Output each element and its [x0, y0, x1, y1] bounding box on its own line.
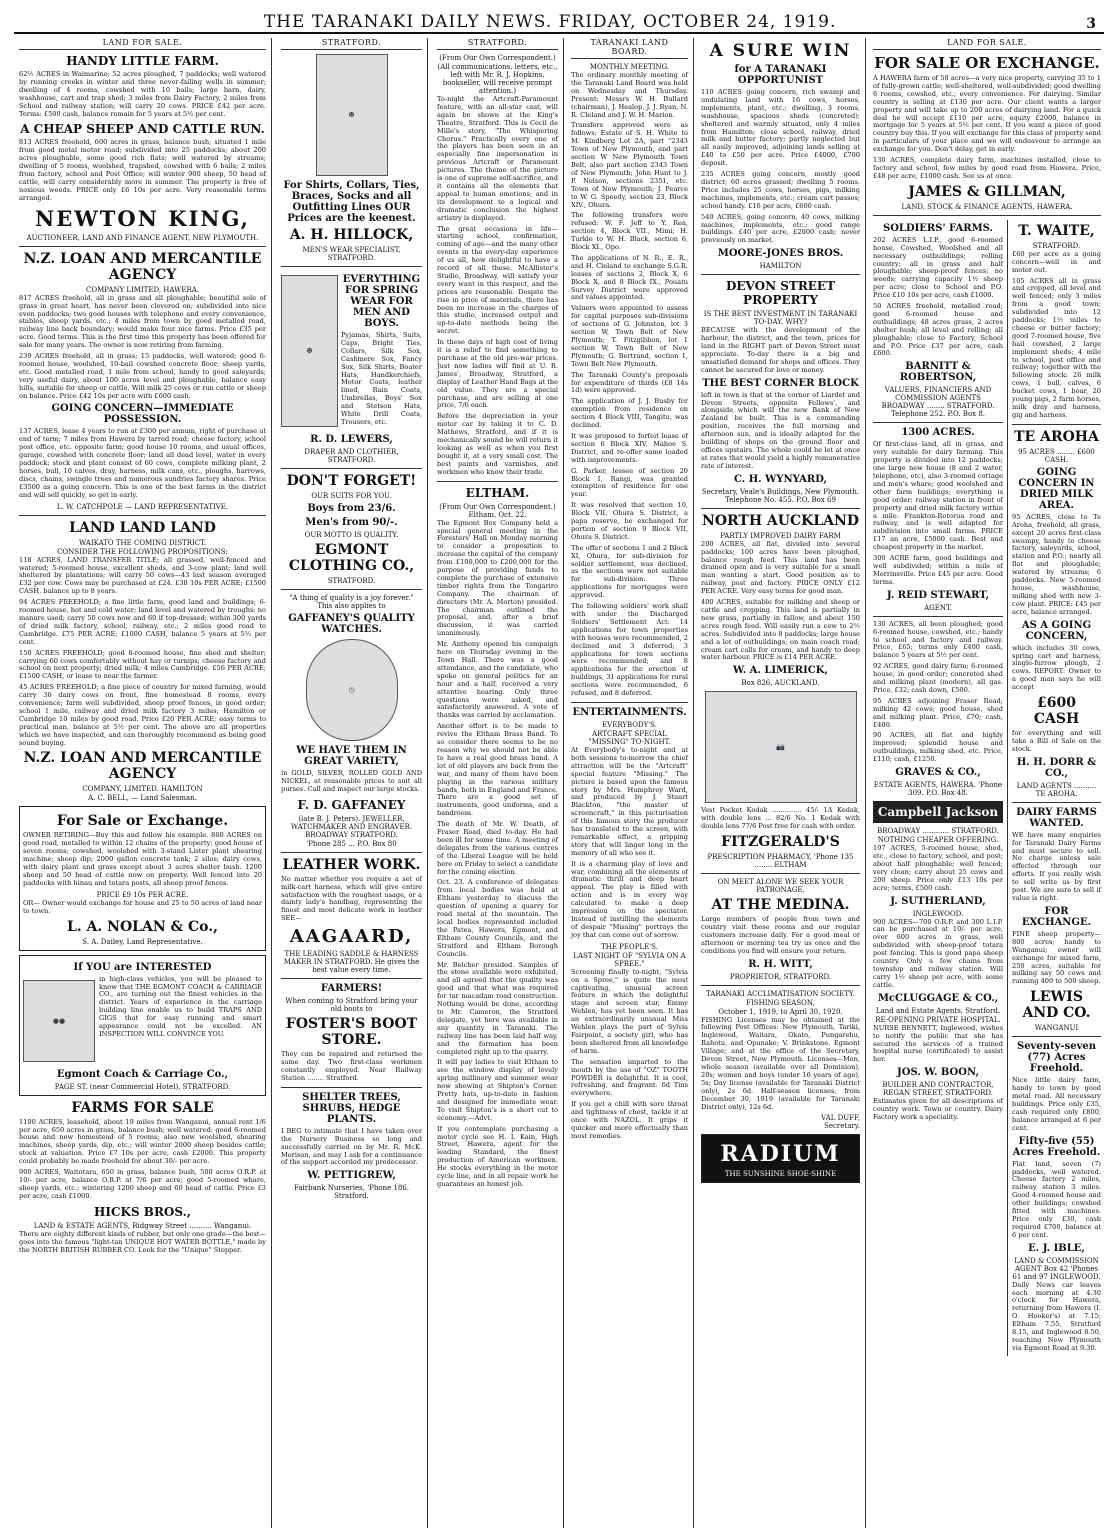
ad-text: 50 ACRES freehold, metalled road; good 6-roomed house and outbuildings; 48 acres grass, 2 acres shelter bush; all level and rolling; all ploughable; close to Factory, School and P.O. Price £37 per acre, cash £600.	[873, 302, 1003, 358]
ad-subtitle: IS THE BEST INVESTMENT IN TARANAKI TO-DAY. WHY?	[703, 310, 858, 327]
ad-heading: FARMERS!	[320, 983, 383, 995]
coach-ad	[19, 955, 266, 1096]
ad-heading: EVERYTHING FOR SPRING WEAR FOR MEN AND BOYS.	[342, 274, 421, 329]
ad-subtitle: OUR MOTTO IS QUALITY.	[304, 531, 399, 539]
news-subheading: LAST NIGHT OF "SYLVIA ON A SPREE."	[573, 951, 686, 968]
firm-subtitle: Land and Estate Agents, Stratford.	[875, 1006, 1001, 1015]
ad-text: 300 ACRE farm, good buildings and well subdivided; within a mile of Morrinsville. Price £45 per acre. Good terms.	[873, 554, 1003, 586]
firm-name: T. WAITE,	[1018, 222, 1095, 239]
ad-heading: DEVON STREET PROPERTY	[725, 279, 836, 308]
ad-heading: 1300 ACRES.	[901, 427, 975, 439]
news-subheading: EVERYBODY'S.	[602, 720, 657, 729]
ad-text: Daily News car leaves each morning at 4.30 o'clock for Hawera, returning from Hawera (I. O. Hooker's) at 7.15; Eltham 7.55, Stratford 8.15, and Inglewood 8.50, reaching New Plymouth via Egmont Road at 9.30.	[1012, 1280, 1101, 1352]
firm-name: L. A. NOLAN & Co.,	[66, 918, 219, 935]
firm-subtitle: DRAPER AND CLOTHIER, STRATFORD.	[304, 448, 399, 464]
price: Boys from 23/6.	[307, 503, 396, 514]
divider	[701, 873, 860, 874]
firm-subtitle: AGENT.	[924, 603, 952, 612]
firm-name: MOORE-JONES BROS.	[717, 248, 844, 260]
man-illustration: ☻	[316, 54, 388, 176]
news-paragraph: The following transfers were refused: W. F. Jeff to Y. Rea, section 4, Block VII., Mimi; H. Turkle to W. H. Black, section 6, Block XI., Opo.	[571, 211, 688, 252]
firm-name: C. H. WYNYARD,	[733, 473, 828, 485]
ad-heading: HANDY LITTLE FARM.	[66, 54, 219, 68]
ad-text: 400 ACRES, suitable for milking and sheep or cattle and cropping. This land is partially in new grass, partially in fallow, and about 150 acres rough feed. Will easily run a cow to 2½ acres. Subdivided into 8 paddocks; large house and a lot of outbuildings; on main coach road; cream cart calls for cream, and handy to deep water harbour. PRICE is £14 PER ACRE.	[701, 598, 860, 662]
ad-text: 813 ACRES freehold, 600 acres in grass, balance bush; situated 1 mile from good metal motor road; subdivided into 25 paddocks; about 200 acres ploughable, some good rich flats; well watered by streams; dwelling of 5 rooms, woolshed, trapshed, cowshed with 6 bails; 2 miles from factory, school and Post Office; will winter 900 sheep, 50 head of cattle, will carry considerably more in summer. The property is free of noxious weeds. PRICE only £6 10s per acre. Very reasonable terms arranged.	[19, 138, 266, 202]
ad-heading: A SURE WIN	[709, 41, 852, 61]
ad-text: 94 ACRES FREEHOLD; a fine little farm, good land and buildings; 6-roomed house, hot and cold water; land level and watered by troughs; no manure used; carry 50 cows now and 60 if top-dressed; within 300 yards of dried milk factory, school, railway, etc.; 2 miles good road to Cambridge. £75 PER ACRE; £1000 CASH, balance 5 years at 5½ per cent.	[19, 598, 266, 646]
ad-text: 45 ACRES FREEHOLD; a fine piece of country for mixed farming, would carry 30 dairy cows on front, fine homestead 8 rooms, every convenience; farm well subdivided, sheep proof fences, in good order; school 1 mile, railway and dried milk factory 3 miles; Hamilton or Cambridge 10 miles by good road. Price £20 PER ACRE; easy terms to practical man, balance at 5½ per cent. The above are all properties which we have inspected, and can thoroughly recommend as being good sound buying.	[19, 683, 266, 747]
news-paragraph: Another effort is to be made to revive the Eltham Brass Band. To so consider there seems to be no reason why we should not be able to have a real good brass band. A lot of old players are back from the war, and many of them have been playing in the various military bands, both in England and France. There are a good set of instruments, good uniforms, and a bandroom.	[437, 722, 558, 818]
ad-text: 105 ACRES all in grass and cropped, all level and well fenced; only 3 miles from a good town; subdivided into 12 paddocks; 1½ miles to cheese or butter factory; good 7-roomed house, five bail cowshed, 2 large implement sheds; 4 mile to school, post office and railway; together with the following stock: 26 milk cows, 1 bull, calves, 6 bucket cows, 1 boar, 20 young pigs, 2 farm horses, milk dray and harness, gig and harness.	[1012, 276, 1101, 419]
firm-name: Egmont Coach & Carriage Co.,	[56, 1068, 229, 1080]
firm-name: E. J. IBLE,	[1028, 1242, 1085, 1254]
ad-text: 118 ACRES, LAND TRANSFER TITLE; all grassed, well-fenced and watered; 5-roomed house, excellent sheds, and 3-cow plant; land well sheltered by plantations; will carry 50 cows—43 last season averaged £32 per cow. Cows may be purchased at £24. £38 10s PER ACRE; £1500 CASH, balance up to 8 years.	[19, 555, 266, 596]
firm-subtitle: AUCTIONEER, LAND AND FINANCE AGENT, NEW PLYMOUTH.	[26, 233, 259, 242]
news-paragraph: The death of Mr. W. Death, of Fraser Road, died to-day. He had been ill for some time. A meeting of delegates from the various centres of the Liberal League will be held here on Friday to select a candidate for the coming election.	[437, 820, 558, 876]
divider	[701, 274, 860, 275]
firm-name: Campbell Jackson	[877, 805, 999, 820]
ad-text: 235 ACRES going concern, mostly good district; 60 acres grassed; dwelling 5 rooms. Price includes 25 cows, horses, pigs, milking machines, implements, etc.; cream cart passes; school handy. £16 per acre, £600 cash.	[701, 170, 860, 210]
divider	[701, 508, 860, 509]
firm-name: BARNITT & ROBERTSON,	[899, 361, 977, 384]
byline: (From Our Own Correspondent.) Eltham, Oct. 22.	[439, 502, 556, 519]
firm-name: HICKS BROS.,	[94, 1204, 191, 1219]
ad-subtitle: for A TARANAKI OPPORTUNIST	[734, 64, 827, 86]
news-paragraph: Before the depreciation in your motor car by taking it to C. D. Mathews, Stratford, and if it is mechanically sound he will return it looking as well as when you first bought it, at a very small cost. The best paints and varnishes, and workmen who know their trade.	[437, 412, 558, 476]
ad-text: 817 ACRES freehold, all in grass and all ploughable; beautiful sole of grass in great heart, has never been clovered on; subdivided into nice even paddocks; two good houses with telephone and every convenience, stables, sheep yards, etc.; 4 miles from town by good metalled road, railway line back boundary; would make four nice farms. Price £35 per acre. Good terms. This is the first time this property has been offered for sale for many years. The owner is now retiring from farming.	[19, 293, 266, 350]
section-header: LAND FOR SALE.	[873, 38, 1101, 50]
firm-name: LEWIS AND CO.	[1022, 989, 1091, 1022]
ad-text: Flat land, seven (7) paddocks, well watered. Cheese factory 2 miles, railway station 3 miles. Good 4-roomed house and other buildings; cowshed fitted with machines. Price only £30, cash required £700, balance at 6 per cent.	[1012, 1159, 1101, 1239]
divider	[873, 422, 1003, 423]
news-paragraph: The Egmont Box Company held a special general meeting in the Foresters' Hall on Monday morning to consider a proposition to increase the capital of the company from £100,000 to £200,000 for the purpose of providing funds to complete the purchase of extensive timber rights from the Tongariro Company. The chairman of directors (Mr. A. Morton) presided. The chairman outlined the proposal, and, after a brief discussion, it was carried unanimously.	[437, 518, 558, 638]
ad-heading: FARMS FOR SALE	[71, 1099, 214, 1116]
firm-name: McCLUGGAGE & CO.,	[877, 992, 999, 1004]
ad-text: 92 ACRES, good dairy farm; 6-roomed house, in good order; concreted shed and milking plant (modern), all gas. Price, £32; cash down, £500.	[873, 662, 1003, 694]
ad-text: 900 ACRES, Waitotara, 650 in grass, balance bush, 500 acres O.R.P. at 10/- per acre, balance O.R.P. at 7/6 per acre; good 5-roomed whare, sheep yards, etc.; wintering 1200 sheep and 60 head of cattle. Price £3 per acre, cash £1000.	[19, 1168, 266, 1200]
signature: L. W. CATCHPOLE — LAND REPRESENTATIVE.	[56, 502, 229, 511]
news-paragraph: At Everybody's to-night and at both sessions to-morrow the chief attraction will be the "Artcraft" special feature "Missing." The picture is based upon the famous story by Mrs. Humphrey Ward, and produced by J. Stuart Blackton, "the master of screencraft," in this picturisation of this famous story the producer has translated to the screen, with remarkable effect, a gripping story that will linger long in the memory of all who see it.	[571, 745, 688, 857]
news-paragraph: The sensation imparted to the mouth by the use of "OZ" TOOTH POWDER is delightful. It is cool, refreshing, and fragrant. 6d Tins everywhere.	[571, 1057, 688, 1098]
price: Men's from 90/-.	[305, 517, 398, 528]
ad-text: £60 per acre as a going concern—well in and motor out.	[1012, 249, 1101, 274]
firm-subtitle: VALUERS, FINANCIERS AND COMMISSION AGENTS BROADWAY ........ STRATFORD. Telephone 252. P.O. Box 8.	[881, 386, 995, 419]
news-subheading: MONTHLY MEETING.	[589, 63, 670, 71]
divider	[19, 246, 266, 247]
ad-heading: LAND LAND LAND	[69, 519, 216, 536]
signature: VAL DUFF,	[821, 1114, 860, 1123]
firm-subtitle: Fairbank Nurseries, 'Phone 186. Stratford.	[293, 1184, 410, 1201]
ad-heading: Fifty-five (55) Acres Freehold.	[1012, 1135, 1101, 1158]
brand-name: RADIUM	[720, 1141, 841, 1168]
news-paragraph: The ordinary monthly meeting of the Taranaki Land Board was held on Wednesday and Thursday. Present: Messrs W. H. Bullard (chairman), J. Healop, J. J. Ryan, N. R. Cleland and J. W. H. Marion.	[571, 71, 688, 119]
divider	[437, 481, 558, 482]
ad-text: 150 ACRES FREEHOLD; good 6-roomed house, fine shed and shelter; carrying 60 cows comfortably without hay or turnips; cheese factory and school on next property; dried milk; 4 miles Cambridge. £56 PER ACRE; £1500 CASH, or lease to near the farmer.	[19, 648, 266, 681]
firm-subtitle: LAND, STOCK & FINANCE AGENTS, HAWERA.	[901, 202, 1073, 211]
ad-text: 239 ACRES freehold, all in grass; 15 paddocks, well watered; good 6-roomed house, woolshed, 10-bail cowshed concrete floor; sheep yards, etc. Good metalled road, 1 mile from school, handy to good saleyards; very useful dairy, about 100 acres level and ploughable, balance easy hills, suitable for sheep or cattle. Will milk 25 cows or run cattle or sheep on balance. Price £42 10s per acre with £600 cash.	[19, 352, 266, 400]
news-paragraph: The application of J. J. Busby for exemption from residence on section 4 Block VIII, Tangitu, was declined.	[571, 397, 688, 430]
radium-ad	[701, 1134, 860, 1183]
firm-name: R. D. LEWERS,	[310, 434, 393, 445]
ad-text: NURSE BENNETT, Inglewood, wishes to notify the public that she has secured the services of a trained hospital nurse (certificated) to assist her.	[873, 1023, 1003, 1064]
ad-heading: If YOU are INTERESTED	[73, 961, 212, 973]
section-header: LAND FOR SALE.	[19, 38, 266, 50]
news-paragraph: G. Parker, lessee of section 20 Block I, Rangi, was granted exemption of residence for one year.	[571, 466, 688, 499]
news-paragraph: It was proposed to forfeit lease of section 6 Block XIV, Mahoe S. District, and re-offer same loaded with improvements.	[571, 431, 688, 464]
column-stratford-ads	[276, 38, 428, 1528]
ad-text: OWNER RETIRING—Buy this and follow his example. 800 ACRES on good road, metalled to within 12 chains of the property; good house of seven rooms; cowshed, woolshed with 3-stand Lister plant shearing machine; sheep dip; 2000 gallon concrete tank; 2 silos; dairy cows, with dairy plant and grass except about 3 acres shelter bush. 1200 sheep and 50 head of cattle now on property. Well fenced into 20 paddocks with hinau and totara posts, all sheep proof fences.	[23, 831, 262, 887]
news-paragraph: The applications of N. R., E. R., and H. Cleland to exchange S.G.R. leases of sections 2, Block X, 6 Block X, and 8 Block IX., Pouatu Survey District were approved and values appointed.	[571, 253, 688, 302]
ad-subtitle: CONSIDER THE FOLLOWING PROPOSITIONS:	[57, 547, 228, 556]
carriage-illustration: ●●	[23, 980, 95, 1062]
price: 95 ACRES ........ £600 CASH.	[1018, 447, 1095, 464]
ad-text: in GOLD, SILVER, ROLLED GOLD AND NICKEL, at reasonable prices to suit all purses. Call and inspect our large stocks.	[281, 769, 422, 793]
news-heading: ELTHAM.	[465, 485, 530, 500]
firm-subtitle: THE LEADING SADDLE & HARNESS MAKER IN STRATFORD. He gives the best value every time.	[283, 950, 420, 975]
news-paragraph: Mr. Belcher presided. Samples of the stone available were exhibited, and all agreed that the quality was good and that what was required for tar macadam road construction. Nothing would be done, according to Mr. Cameron, the Stratford delegate, yet here was available in any quantity in Taranaki. The railway line has been laid half way, and the formation has been completed right up to the quarry.	[437, 960, 558, 1056]
ad-text: I BEG to intimate that I have taken over the Nursery Business so long and successfully carried on by Mr. R. McK. Morison, and may I ask for a continuance of the support accorded my predecessor.	[281, 1126, 422, 1167]
ad-text: 95 ACRES adjoining Fraser Road; milking 42 cows; good house, shed and milking plant. Price, £70; cash, £400.	[873, 696, 1003, 729]
ad-text: 62½ ACRES in Waimarino; 52 acres ploughed, 7 paddocks; well watered by running creeks in winter and three never-failing wells in summer; dwelling of 4 rooms, cowshed with 10 bails; large barn, dairy, washhouse, cart and trap shed; 3 miles from Dairy Factory, 2 miles from School and railway station; will carry 20 cows. PRICE £42 per acre. Terms: £500 cash, balance remain for 5 years at 5½ per cent.	[19, 70, 266, 118]
news-paragraph: The following soldiers' work shall with under the Discharged Soldiers' Settlement Act: 14 applications for town properties with houses were recommended, 2 declined and 3 deferred; 3 applications for town sections were recommended; and 8 applications for the erection of buildings, 31 applications for rural sections were recommended, 6 refused, and 8 deferred.	[571, 602, 688, 698]
firm-name: N.Z. LOAN AND MERCANTILE AGENCY	[23, 250, 262, 283]
firm-name: GAFFANEY'S QUALITY WATCHES.	[288, 613, 415, 635]
firm-subtitle: BUILDER AND CONTRACTOR, REGAN STREET, STRATFORD.	[882, 1081, 994, 1098]
ad-heading: For Shirts, Collars, Ties, Braces, Socks and all Outfitting Lines OUR Prices are the keenest.	[283, 180, 420, 224]
ad-subtitle: PARTLY IMPROVED DAIRY FARM	[720, 531, 841, 540]
ad-text: for everything and will take a Bill of Sale on the stock.	[1012, 729, 1101, 753]
ad-heading: FOR EXCHANGE.	[1021, 905, 1092, 928]
ad-heading: SOLDIERS' FARMS.	[882, 222, 993, 234]
firm-name: H. H. DORR & CO.,	[1016, 756, 1097, 779]
firm-name: J. SUTHERLAND,	[890, 895, 986, 907]
ad-heading: FOR SALE OR EXCHANGE.	[874, 54, 1100, 72]
divider	[19, 515, 266, 516]
divider	[281, 852, 422, 853]
news-paragraph: The Taranaki County's proposals for expenditure of thirds (£8 14s 1d) were approved.	[571, 370, 688, 395]
ad-subtitle: ON MEET ALONE WE SEEK YOUR PATRONAGE.	[717, 878, 844, 895]
firm-name: W. A. LIMERICK,	[733, 665, 828, 677]
news-paragraph: The offer of sections 1 and 2 Block XI, Ohura, for sub-division for soldier settlement, was declined, as the sections were not suitable for sub-division. Three applications for mortgages were approved.	[571, 543, 688, 600]
news-paragraph: It was resolved that section 10, Block VII, Ohura S. District, a papa reserve, be exchanged for portion of section 9 Block VII, Ohura S. District.	[571, 501, 688, 541]
news-paragraph: Oct. 23. A conference of delegates from local bodies was held at Eltham yesterday to discuss the question of opening a quarry for road metal at the mountain. The local bodies represented included the Patea, Hawera, Egmont, and Eltham County Councils, and the Stratford and Eltham Borough Councils.	[437, 878, 558, 958]
ad-heading: For Sale or Exchange.	[56, 813, 229, 830]
phone: 'Phone 285 ... P.O. Box 80	[306, 839, 397, 848]
watch-illustration: ◷	[306, 639, 398, 741]
news-paragraph: It is a charming play of love and war, combining all the elements of dramatic thrill and deep heart appeal. The play is filled with action and is in every way calculated to make a deep impression on the spectator. Instead of instilling the elements of despair "Missing" portrays the joy that can come out of sorrow.	[571, 859, 688, 939]
firm-subtitle: HAMILTON	[759, 262, 802, 271]
firm-name: J. REID STEWART,	[886, 589, 990, 601]
firm-subtitle: COMPANY, LIMITED. HAMILTON	[82, 785, 203, 794]
ad-text: BECAUSE with the development of the harbour, the district, and the town, prices for land in the RIGHT part of Devon Street must appreciate. To-day there is a big and unsatisfied demand for shops and offices. They cannot be secured for love or money.	[701, 326, 860, 374]
firm-subtitle: PAGE ST. (near Commercial Hotel), STRATFORD.	[54, 1082, 231, 1091]
news-paragraph: Mr. Anthony opened his campaign here on Thursday evening in the Town Hall. There was a good attendance, and the candidate, who spoke on general politics for an hour and a half, received a very attentive hearing. Only three questions were asked, and satisfactorily answered. A vote of thanks was carried by acclamation.	[437, 640, 558, 720]
ad-heading: GOING CONCERN—IMMEDIATE POSSESSION.	[51, 403, 234, 426]
firm-name: NEWTON KING,	[35, 205, 250, 231]
news-paragraph: Transfers approved were as follows: Estate of S. H. White to M. Kindberg Lot 2A, part "2343 Town of New Plymouth, and part section W New Plymouth Town Belt, also part section 2343 Town of New Plymouth; John Hunt to J. P. Nelson, sections 2351, etc. Town of New Plymouth; J. Pearce to W. G. Speedy, section 23, Block XIV., Ohura.	[571, 121, 688, 209]
firm-subtitle: Secretary, Veale's Buildings, New Plymouth. Telephone No. 455. P.O. Box 69	[701, 487, 860, 504]
ad-text: 130 ACRES, all been ploughed; good 6-roomed house, cowshed, etc.; handy to school and factory and railway. Price, £65; terms only £400 cash, balance 5 years at 5½ per cent.	[873, 619, 1003, 660]
ad-text: 197 ACRES, 5-roomed house, shed, etc., close to factory, school, and post; about half ploughable; well fenced; very clean; carry about 25 cows and 200 sheep. Price only £13 10s per acre; terms, £500 cash.	[873, 844, 1003, 892]
ad-subtitle: NOTHING CHEAPER OFFERING.	[877, 836, 999, 845]
ad-text: 110 ACRES going concern, rich swamp and undulating land with 16 cows, horses, implements, plant, etc.; dwelling, 3 rooms, washhouse, spacious sheds (concreted); sheltered and warmly situated, only 4 miles from Hamilton; close school, railway, dried milk and butter factory; partly neglected but all easily improved; adjoining lands selling at £40 to £50 per acre. Price £4000, £700 deposit.	[701, 88, 860, 168]
ad-subtitle: OUR SUITS FOR YOU.	[311, 492, 392, 500]
column-land-for-sale-right	[868, 38, 1106, 1528]
masthead	[14, 6, 1104, 34]
signature: Secretary.	[824, 1122, 860, 1131]
ad-heading: RE-OPENING PRIVATE HOSPITAL.	[875, 1015, 1001, 1024]
divider	[281, 266, 422, 267]
note: (All communications, letters, etc., left with Mr. R. J. Hopkins, bookseller, will receive prompt attention.)	[437, 63, 558, 95]
news-paragraph: If you get a chill with sore throat and tightness of chest, tackle it at once with NAZOL. It grips it quicker and more effectually than most remedies.	[571, 1100, 688, 1140]
ad-text: 130 ACRES, complete dairy farm, machines installed, close to factory and school, few miles by good road from Hawera. Price, £48 per acre, £1000 cash. See us at once.	[873, 156, 1101, 180]
ad-text: left in town is that at the corner of Liardet and Devon Streets, opposite Fellows', and alongside which will the new Bank of New Zealand be built. This is a commanding position, receives the full morning and afternoon sun, and is ideally adapted for the building of shops on the ground floor and offices upstairs. The whole could be let at once at rates that would yield a highly remunerative rate of interest.	[701, 390, 860, 470]
firm-name: F. D. GAFFANEY	[297, 797, 406, 812]
ad-text: Estimates given for all descriptions of country work. Town or country. Dairy Factory work a speciality.	[873, 1097, 1003, 1122]
firm-subtitle: WANGANUI	[1034, 1024, 1079, 1033]
ad-text: 137 ACRES, lease 4 years to run at £300 per annum, right of purchase at end of term; 7 miles from Hawera by tarred road; cheese factory, school post office, etc. opposite farm; good house 10 rooms, and usual offices, garage, cowshed with concrete floor; land all dead level, water in every paddock; stock and plant consist of 60 cows, complete milking plant, 2 horses, bull, 10 calves, dray, harness, milk cans, etc., ploughs, harrows, discs, chains, swingle trees and numerous sundries factory shares. Price £3500 as a going concern. This is one of the best farms in the district and will sell quickly, so get in early.	[19, 427, 266, 499]
ad-heading: WE HAVE THEM IN GREAT VARIETY,	[296, 745, 407, 767]
firm-name: JAMES & GILLMAN,	[908, 183, 1066, 200]
divider	[281, 589, 422, 590]
ad-subtitle: GOING CONCERN IN DRIED MILK AREA.	[1018, 466, 1095, 511]
divider	[281, 978, 422, 979]
section-header: TARANAKI LAND BOARD.	[571, 38, 688, 59]
ad-subtitle: WAIKATO THE COMING DISTRICT.	[78, 538, 207, 547]
ad-subtitle: AS A GOING CONCERN,	[1021, 619, 1092, 642]
price: £600 CASH	[1033, 695, 1080, 728]
campbell-banner	[873, 801, 1003, 823]
byline: (From Our Own Correspondent.)	[439, 54, 556, 62]
section-header: STRATFORD.	[281, 38, 422, 50]
ad-heading: A CHEAP SHEEP AND CATTLE RUN.	[20, 122, 265, 137]
divider	[281, 468, 422, 469]
ad-text: A HAWERA farm of 58 acres—a very nice property, carrying 35 to 1 of fully-grown cattle; well-sheltered, well-subdivided; good dwelling 6 rooms, cowshed, etc.; every convenience. For dairying. Similar country is selling at £130 per acre. Our client wants a larger property and will take up to 200 acres of dairying land. For a quick deal he will accept £110 per acre, equity £2000, balance in mortgage for 5 years at 5½ per cent. If you want a piece of good country buy this. If you will exchange for this class of property send in particulars of your place and we will endeavour to arrange an exchange for you. Don't delay, get in early.	[873, 74, 1101, 154]
firm-subtitle: MEN'S WEAR SPECIALIST, STRATFORD.	[302, 246, 401, 262]
ad-text: Large numbers of people from town and country visit these rooms and our regular customers increase daily. For a good meal or afternoon or morning tea try us once and the conditions you find will ensure your return.	[701, 915, 860, 955]
firm-subtitle: PRESCRIPTION PHARMACY, 'Phone 135 ........ ELTHAM	[707, 853, 854, 870]
firm-subtitle: S. A. Dailey, Land Representative.	[82, 937, 203, 946]
divider	[571, 702, 688, 703]
news-paragraph: Screening finally to-night, "Sylvia on a Spree," is quite the most captivating, unusual screen feature in which the delightful stage and screen star, Emmy Wehlen, has yet been seen. It has an extraordinarily unusual Miss Wehlen plays the part of Sylvia Fairpoint, a society girl, who has been sheltered from all knowledge of harm.	[571, 967, 688, 1055]
signature: A. C. BELL, — Land Salesman.	[88, 794, 197, 803]
news-paragraph: To-night the Artcraft-Paramount feature, with an all-star cast, will again be shown at the King's Theatre, Stratford. This is Cecil de Mille's story, "The Whispering Chorus." Practically every one of the players has been seen in an especially fine impersonation in previous Artcraft or Paramount pictures. The theme of the picture is one of supreme self-sacrifice, and it contains all the elements that appeal to human emotions; and in its development to a logical and dramatic conclusion the highest artistry is displayed.	[437, 95, 558, 222]
ad-text: Nice little dairy farm, handy to town by good metal road. All necessary buildings. Price only £35, cash required only £800, balance arranged at 6 per cent.	[1012, 1076, 1101, 1132]
divider	[1012, 424, 1101, 425]
ad-heading: Seventy-seven (77) Acres Freehold.	[1016, 1041, 1097, 1075]
column-opportunities	[696, 38, 866, 1528]
firm-subtitle: COMPANY LIMITED, HAWERA.	[85, 285, 200, 294]
divider	[701, 985, 860, 986]
firm-subtitle: STRATFORD.	[327, 577, 376, 585]
ad-text: FISHING Licenses may be obtained at the following Post Offices: New Plymouth, Tariki, Inglewood, Waitara, Okato, Pungarehu, Rahotu, and Opunake; V. Brinkstone, Egmont Village; and at the office of the Secretary, Devon Street, New Plymouth. Licenses—Men, whole season (available over all Dominion), 20s; women and boys (under 16 years of age), 5s; Day license (available for Taranaki District only), 2s 6d. Half-season licenses, from December 30, 1919 (available for Taranaki District only), 12s 6d.	[701, 1015, 860, 1111]
ad-text: 200 ACRES, all flat, divided into several paddocks; 100 acres have been ploughed, balance rough feed. This land has been drained open and is very suitable for a small man wanting a start. Good position as to railway, post and factory. PRICE ONLY £12 PER ACRE. Very easy terms for good man.	[701, 539, 860, 596]
ad-text: Vest Pocket Kodak .............. 45/- 1A Kodak, with double lens ... 82/6 No. 1 Kodak with double lens 77/6 Post free for cash with order.	[701, 806, 860, 831]
ad-text: 900 ACRES—700 O.R.P. and 300 L.I.P. can be purchased at 10/- per acre, over 600 acres in grass, well subdivided with sheep-proof totara post fencing. This is good papa sheep country. Only a few chains from township and railway station. Will carry 1½ sheep per acre, with some cattle.	[873, 917, 1003, 989]
ad-subtitle: FISHING SEASON,	[746, 998, 815, 1007]
ad-text: OR— Owner would exchange for house and 25 to 50 acres of land near to town.	[23, 898, 262, 915]
ad-text: They can be repaired and returned the same day. Two first-class workmen constantly employed. Near Railway Station ........ Stratford.	[281, 1050, 422, 1082]
ad-heading: AT THE MEDINA.	[711, 897, 850, 914]
divider	[1012, 1036, 1101, 1037]
firm-name: A. H. HILLOCK,	[289, 227, 414, 243]
divider	[873, 616, 1003, 617]
ad-heading: TE AROHA	[1014, 428, 1099, 445]
ad-text: WE have many enquiries for Taranaki Dairy Farms and must secure to sell. No charge unless sale effected through our efforts. If you really wish to sell write us by first post. We are sure to sell if value is right.	[1012, 830, 1101, 902]
firm-name: FOSTER'S BOOT STORE.	[285, 1016, 418, 1049]
divider	[873, 215, 1101, 216]
firm-subtitle: Box 826, AUCKLAND.	[741, 679, 820, 688]
ad-text: 90 ACRES, all flat and highly improved; splendid house and outbuildings, milking shed, etc. Price, £110; cash, £1250.	[873, 731, 1003, 764]
news-paragraph: The great occasions in life—starting school, confirmation, coming of age—and the many other events in the every-day experience of us all, how delightful to have a record of all these. McAllister's Studio, Broadway, will satisfy your every want in this respect, and the prices are reasonable. Despite the rise in price of materials, there has been no increase in the charges of this studio, increased output and up-to-date methods being the secret.	[437, 224, 558, 336]
ad-heading: SHELTER TREES, SHRUBS, HEDGE PLANTS.	[302, 1091, 401, 1125]
ad-text: 95 ACRES, close to Te Aroha, freehold, all grass, except 20 acres first-class swampy, handy to cheese factory, saleyards, school, station and P.O.; nearly all flat and ploughable; watered by streams; 6 paddocks. New 5-roomed house, washhouse, milking shed with new 3-cow plant. PRICE: £45 per acre, balance arranged.	[1012, 512, 1101, 616]
ad-text: Pyjamas, Shirts, Suits, Caps, Bright Ties, Collars, Silk Sox, Cashmere Sox, Fancy Sox, Silk Shirts, Boater Hats, Handkerchiefs, Motor Coats, leather lined, Rain Coats, Umbrellas, Boys' Sox and Stetson Hats, White Drill Coats, Trousers, etc.	[341, 331, 422, 426]
ad-subtitle: October 1, 1919, to April 30, 1920.	[718, 1007, 843, 1016]
firm-name: N.Z. LOAN AND MERCANTILE AGENCY	[23, 750, 262, 783]
ad-text: FINE sheep property—800 acres; handy to Wanganui; owner will exchange for mixed farm, 250 acres, suitable for milking say 50 cows and running 400 to 500 sheep.	[1012, 929, 1101, 986]
divider	[281, 1087, 422, 1088]
firm-name: JOS. W. BOON,	[897, 1067, 979, 1079]
news-paragraph: It will pay ladies to visit Eltham to see the window display of lovely spring millinery and summer wear now showing at Shipton's Corner. Pretty hats, up-to-date in fashion and designed for immediate wear. To visit Shipton's is a short cut to economy.—Advt.	[437, 1058, 558, 1122]
ad-text: When coming to Stratford bring your old boots to	[285, 997, 418, 1014]
firm-name: W. PETTIGREW,	[307, 1170, 396, 1182]
for-sale-exchange-box	[19, 806, 266, 950]
firm-name: R. H. WITT,	[748, 958, 813, 970]
divider	[1012, 802, 1101, 803]
ad-heading: DON'T FORGET!	[286, 473, 417, 489]
news-paragraph: Valuers were appointed to assess for capital purposes sub-divisions of sections of G. Johnston, lot 3 section W, Town Belt of New Plymouth; T. Fitzgibbon, lot 1 section W, Town Belt of New Plymouth; G. Bertrand, section 1, Town Belt New Plymouth.	[571, 304, 688, 368]
ad-text: Of first-class land, all in grass, and very suitable for dairy farming. This property is divided into 12 paddocks; one large new house (8 and 2 water, telephone, etc), also 3-roomed cottage and men's whare; good woolshed and other farm buildings; everything is good order; railway station in front of property and dried milk factory within a mile. Frankton-Rotorua road and railway, and is well adapted for subdivision into small farms. PRICE £17 an acre, £5000 cash. Best and cheapest property in the market.	[873, 440, 1003, 552]
ad-text: 202 ACRES L.I.P., good 6-roomed house, Cowshed, Woolshed and all necessary outbuildings; rolling country; all in grass and half ploughable; sheep-proof fences; no weeds; carrying capacity 1½ sheep per acre; close to School and P.O. Price £10 10s per acre, cash £1000.	[873, 235, 1003, 300]
ad-heading: LEATHER WORK.	[282, 856, 421, 873]
firm-subtitle: LAND & COMMISSION AGENT Box 42 'Phones 61 and 97 INGLEWOOD.	[1012, 1256, 1101, 1281]
price: PRICE £9 10s PER ACRE.	[96, 890, 189, 899]
firm-subtitle: (late B. J. Peters). JEWELLER, WATCHMAKER AND ENGRAVER. BROADWAY STRATFORD.	[290, 814, 413, 839]
firm-subtitle: PROPRIETOR, STRATFORD.	[729, 972, 832, 981]
firm-subtitle: LAND & ESTATE AGENTS, Ridgway Street .......... Wanganui.	[33, 1221, 252, 1230]
news-subheading: ARTCRAFT SPECIAL "MISSING" TO-NIGHT.	[588, 729, 671, 746]
firm-subtitle: LAND AGENTS .......... TE AROHA.	[1016, 781, 1097, 798]
news-heading: ENTERTAINMENTS.	[572, 706, 687, 718]
news-paragraph: If you contemplate purchasing a motor cycle see H. I. Kain, High Street, Hawera, agent for the leading Standard, the finest production of American workmen. He stocks everything in the motor cycle line, and in all repair work he guarantees an honest job.	[437, 1124, 558, 1188]
newspaper-title: THE TARANAKI DAILY NEWS. FRIDAY, OCTOBER 24, 1919.	[263, 12, 837, 32]
ad-text: which includes 30 cows, spring cart and harness, single-furrow plough, 2 cows. REPORT: Owner to a good man says he will accept	[1012, 643, 1101, 692]
column-stratford-news	[432, 38, 564, 1528]
ad-heading: TARANAKI ACCLIMATISATION SOCIETY.	[706, 989, 855, 998]
firm-subtitle: STRATFORD.	[1032, 241, 1081, 250]
ad-heading: THE BEST CORNER BLOCK	[702, 377, 859, 389]
ad-text: in high-class vehicles, you will be pleased to know that THE EGMONT COACH & CARRIAGE CO., are turning out the finest vehicles in the district. Years of experience in the carriage building line enable us to build TRAPS AND GIGS that for easy running and smart appearance could not be excelled. AN INSPECTION WILL CONVINCE YOU.	[99, 974, 262, 1038]
news-paragraph: In these days of high cost of living it is a relief to find something to purchase at the old pre-war prices. Just now ladies will find at U. R. James', Broadway, Stratford, a display of Leather Hand Bags at the old value. They are a special purchase, and are selling at one price, 7/6 each.	[437, 338, 558, 410]
firm-subtitle: ESTATE AGENTS, HAWERA. 'Phone 309. P.O. Box 48.	[873, 781, 1003, 798]
firm-name: AAGAARD,	[289, 926, 414, 948]
firm-subtitle: INGLEWOOD.	[912, 909, 964, 918]
suit-illustration: ☻	[281, 275, 338, 427]
firm-subtitle: BROADWAY ............ STRATFORD.	[877, 827, 999, 836]
brand-tagline: THE SUNSHINE SHOE-SHINE	[724, 1170, 837, 1179]
page-number: 3	[1086, 16, 1096, 32]
column-land-board	[566, 38, 694, 1528]
ad-text: There are eighty different kinds of rubber, but only one grade—the best—goes into the famous "light-tan UNIQUE HOT WATER BOTTLE," made by the NORTH BRITISH RUBBER CO. Look for the "Unique" Stopper.	[19, 1229, 266, 1254]
ad-heading: NORTH AUCKLAND	[702, 512, 859, 529]
kodak-lady-illustration: 📷	[705, 691, 857, 803]
section-header: STRATFORD.	[437, 38, 558, 50]
ad-text: No matter whether you require a set of milk-cart harness, which will give entire satisfaction with the roughest usage, or a dainty lady's handbag, representing the finest and most delicate work in leather SEE—	[281, 874, 422, 923]
ad-text: 1100 ACRES, leasehold, about 19 miles from Wanganui, annual rent 1/6 per acre, 650 acres in grass, balance bush; well watered; good 6-roomed house and new homestead of 5 rooms; also new woolshed, shearing machines, sheep yards, dip, etc.; will winter 2000 sheep besides cattle; stock at valuation. Price £7 10s per acre, cash £2000. This property could probably be made freehold for about 30/- per acre.	[19, 1117, 266, 1166]
firm-name: GRAVES & CO.,	[895, 767, 981, 779]
ad-heading: DAIRY FARMS WANTED.	[1016, 806, 1097, 829]
firm-name: EGMONT CLOTHING CO.,	[288, 542, 415, 574]
firm-name: FITZGERALD'S	[721, 834, 840, 851]
ad-text: "A thing of quality is a joy forever." This also applies to	[289, 594, 414, 610]
ad-text: 540 ACRES, going concern, 40 cows, milking machines, implements, etc.; good range buildings. £40 per acre, £2000 cash; never previously on market.	[701, 212, 860, 245]
column-land-for-sale	[14, 38, 272, 1528]
news-subheading: THE PEOPLE'S.	[601, 942, 658, 951]
